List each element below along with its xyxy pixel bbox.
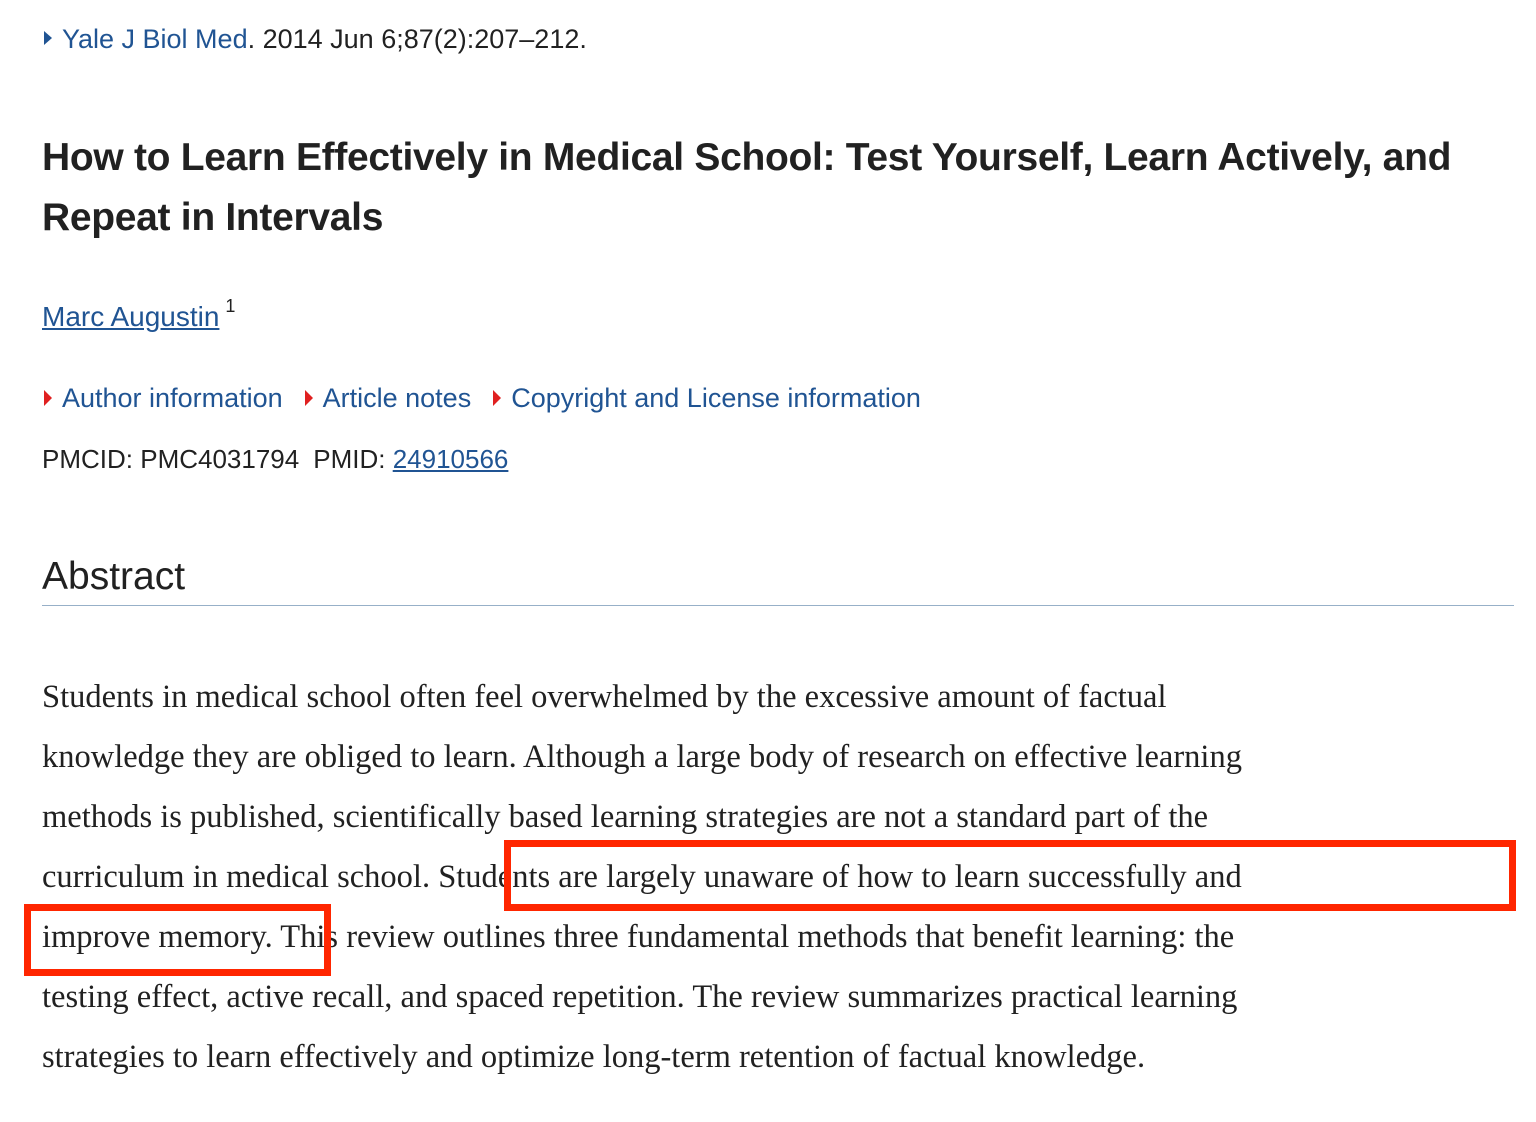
pmid-label: PMID:	[313, 444, 386, 474]
expand-triangle-icon[interactable]	[44, 31, 52, 45]
highlight-box	[24, 904, 331, 976]
citation-line	[44, 20, 587, 58]
author-line	[42, 286, 235, 337]
section-divider	[42, 605, 1514, 606]
author-affiliation-ref[interactable]: 1	[225, 296, 236, 316]
expand-triangle-icon	[305, 390, 313, 406]
abstract-line: testing effect, active recall, and spaced repetition. The review summarizes practical learning	[42, 979, 1238, 1015]
copyright-license-label: Copyright and License information	[511, 383, 921, 413]
abstract-line: knowledge they are obliged to learn. Although a large body of research on effective learning	[42, 739, 1242, 775]
article-notes-link[interactable]	[305, 378, 472, 418]
article-info-links	[44, 378, 921, 418]
abstract-heading: Abstract	[42, 555, 186, 598]
abstract-line: methods is published, scientifically based learning strategies are not a standard part of the	[42, 799, 1209, 835]
pmcid-label: PMCID:	[42, 444, 133, 474]
copyright-license-link[interactable]	[493, 378, 921, 418]
author-information-label: Author information	[62, 383, 283, 413]
expand-triangle-icon	[493, 390, 501, 406]
author-link[interactable]: Marc Augustin	[42, 301, 220, 332]
abstract-line: Students in medical school often feel overwhelmed by the excessive amount of factual	[42, 679, 1167, 715]
article-notes-label: Article notes	[322, 383, 472, 413]
article-ids	[42, 440, 508, 478]
citation-details: . 2014 Jun 6;87(2):207–212.	[247, 24, 587, 54]
expand-triangle-icon	[44, 390, 52, 406]
abstract-line: improve memory. This review outlines three fundamental methods that benefit learning: the	[42, 919, 1235, 955]
highlight-box	[504, 840, 1516, 911]
journal-link[interactable]: Yale J Biol Med	[62, 24, 248, 54]
article-title: How to Learn Effectively in Medical School: Test Yourself, Learn Actively, and Repeat in Intervals	[42, 136, 1452, 239]
pmid-link[interactable]: 24910566	[392, 444, 509, 474]
abstract-line: strategies to learn effectively and optimize long-term retention of factual knowledge.	[42, 1039, 1146, 1075]
pmcid-value: PMC4031794	[140, 444, 300, 474]
abstract-line: curriculum in medical school. Students are largely unaware of how to learn successfully and	[42, 859, 1242, 895]
author-information-link[interactable]	[44, 378, 283, 418]
